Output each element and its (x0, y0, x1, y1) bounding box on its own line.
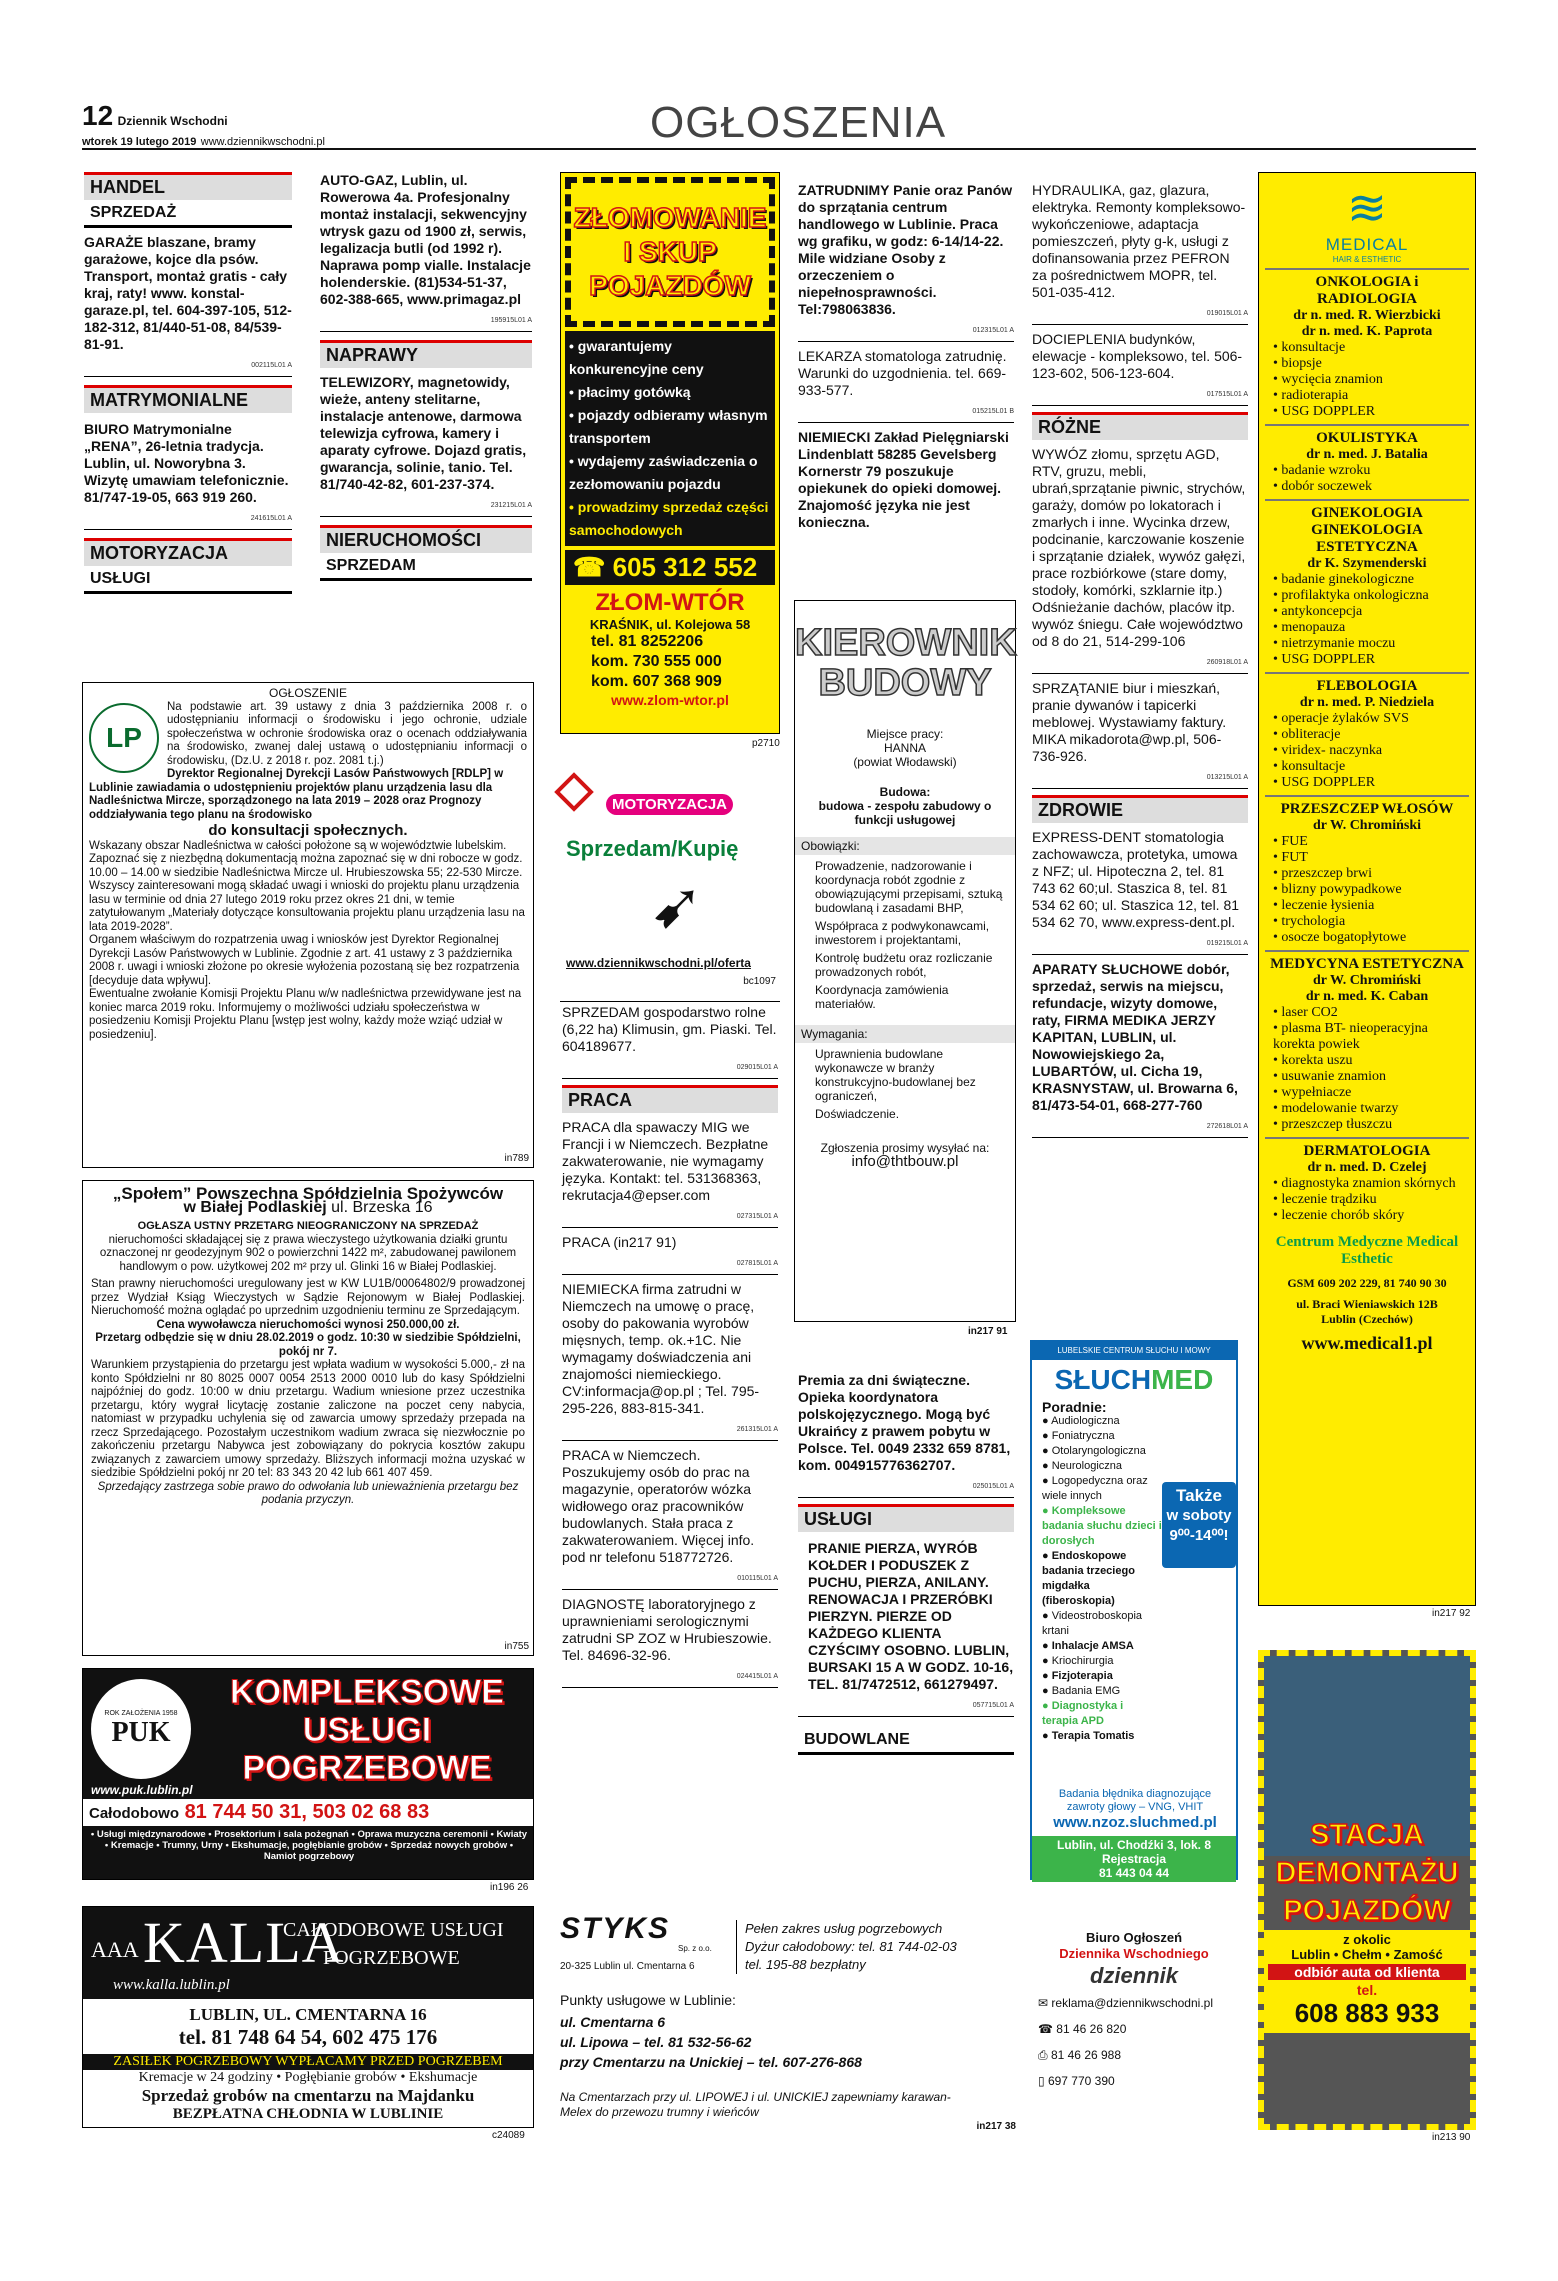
medical-doctor: dr W. Chromiński (1312, 818, 1422, 833)
medical-service: • diagnostyka znamion skórnych (1273, 1176, 1469, 1192)
medical-addr2: Lublin (Czechów) (1321, 1312, 1413, 1326)
email-icon: ✉ (1038, 1996, 1049, 2010)
spolem-p1: nieruchomości składającej się z prawa wieczystego użytkowania działki gruntu oznaczonej nr geodezyjnym 902 o powierzchni 1422 m², zabudowanej pawilonem handlowym o pow. użytkowej 202 m² przy ul. Glinki 16 w Białej Podlaskiej. (99, 1233, 517, 1273)
ad-wywoz: WYWÓZ złomu, sprzętu AGD, RTV, gruzu, mebli, ubrań,sprzątanie piwnic, strychów, garaży, domów po lokatorach i zmarłych i inne. Wycinka drzew, podcinanie, karczowanie koszenie i sprzątanie działek, wywóz gałęzi, prace rozbiórkowe (stare domy, stodoły, komórki, szklarnie itp.) Odśnieżanie dachów, placów itp. wywóz śniegu. Całe województwo od 8 do 21, 514-299-106 (1032, 446, 1246, 649)
medical-section-title: MEDYCYNA ESTETYCZNA (1270, 956, 1464, 972)
biuro-logo: dziennik (1089, 1963, 1178, 1988)
medical-service-list (1265, 1176, 1469, 1224)
lasy-p7: Organem właściwym do rozpatrzenia uwag i wniosków jest Dyrektor Regionalnej Dyrekcji Lasów Państwowych w Lublinie. Zgodnie z art. 41 ustawy z 3 października 2008 r. uwagi i wnioski złożone po okresie wyłożenia pozostaną się bez rozpatrzenia [decyduje data wpływu]. (89, 934, 520, 987)
zlom-features: • gwarantujemy konkurencyjne ceny • płacimy gotówką • pojazdy odbieramy własnym transportem • wydajemy zaświadczenia o zezłomowaniu pojazdu • prowadzimy sprzedaż części samochodowych (565, 331, 775, 546)
medical-section (1265, 424, 1469, 495)
zlom-name: ZŁOM-WTÓR (595, 589, 745, 616)
medical-service: • laser CO2 (1273, 1005, 1469, 1021)
medical-section-subtitle: GINEKOLOGIA ESTETYCZNA (1311, 522, 1423, 555)
spolem-date: Przetarg odbędzie się w dniu 28.02.2019 o godz. 10:30 w siedzibie Spółdzielni, pokój nr 7. (95, 1332, 521, 1358)
ad-code: 027315L01 A (562, 1208, 778, 1228)
kierownik-bud: budowa - zespołu zabudowy o funkcji usługowej (818, 799, 992, 827)
kierownik-headline: KIEROWNIK BUDOWY (795, 622, 1017, 704)
ad-code: 261315L01 A (562, 1421, 778, 1441)
ad-code: 027815L01 A (562, 1255, 778, 1275)
ad-pranie-pierza: PRANIE PIERZA, WYRÓB KOŁDER I PODUSZEK Z PUCHU, PIERZA, ANILANY. RENOWACJA I PRZERÓBKI PIERZYN. PIERZE OD KAŻDEGO KLIENTA CZYŚCIMY OSOBNO. LUBLIN, BURSAKI 15 A W GODZ. 10-16, TEL. 81/7472512, 661279497. (808, 1540, 1014, 1692)
medical-logo-icon: ≋ (1346, 182, 1388, 235)
sluchmed-logo: SŁUCHMED (1054, 1364, 1214, 1395)
medical-service: • radioterapia (1273, 388, 1469, 404)
medical-service: • USG DOPPLER (1273, 775, 1469, 791)
puk-logo-icon: ROK ZAŁOŻENIA 1958 PUK (91, 1679, 191, 1779)
spolem-heading: OGŁASZA USTNY PRZETARG NIEOGRANICZONY NA SPRZEDAŻ (137, 1220, 479, 1232)
medical-service: • wycięcia znamion (1273, 372, 1469, 388)
kierownik-wym-label: Wymagania: (795, 1025, 1015, 1043)
category-uslugi: USŁUGI (798, 1504, 1014, 1532)
medical-service: • przeszczep tłuszczu (1273, 1117, 1469, 1133)
medical-service: • biopsje (1273, 356, 1469, 372)
ad-niemiecka-firma: NIEMIECKA firma zatrudni w Niemczech na umowę o pracę, osoby do pakowania wyrobów mięsnych, temp. ok.+1C. Nie wymagamy doświadczenia ani znajomości niemieckiego. CV:informacja@op.pl ; Tel. 795-295-226, 883-815-341. (562, 1281, 760, 1416)
kalla-tag2: POGRZEBOWE (323, 1947, 460, 1969)
medical-section-title: FLEBOLOGIA (1316, 678, 1418, 694)
medical-addr1: ul. Braci Wieniawskich 12B (1296, 1297, 1438, 1311)
medical-service: • FUE (1273, 834, 1469, 850)
sluchmed-list: ● Audiologiczna ● Foniatryczna ● Otolaryngologiczna ● Neurologiczna ● Logopedyczna oraz wiele innych ● Kompleksowe badania słuchu dzieci i dorosłych ● Endoskopowe badania trzeciego migdałka (fiberoskopia) ● Videostroboskopia krtani ● Inhalacje AMSA ● Kriochirurgia ● Fizjoterapia ● Badania EMG ● Diagnostyka i terapia APD ● Terapia Tomatis (1042, 1415, 1162, 1742)
ad-code: 025015L01 A (798, 1478, 1014, 1498)
category-matrymonialne: MATRYMONIALNE (84, 385, 292, 413)
ad-telewizory: TELEWIZORY, magnetowidy, wieże, anteny stelitarne, instalacje antenowe, darmowa telewizja cyfrowa, kamery i aparaty cyfrowe. Dojazd gratis, gwarancja, solinie, tanio. Tel. 81/740-42-82, 601-237-374. (320, 374, 527, 492)
styks-sp: Sp. z o.o. (678, 1944, 712, 1953)
kalla-line1: Kremacje w 24 godziny • Pogłębianie grobów • Ekshumacje (138, 2070, 478, 2085)
ad-code: in755 (504, 1640, 529, 1652)
subcategory-budowlane: BUDOWLANE (798, 1727, 1014, 1755)
medical-logo: ≋ MEDICAL HAIR & ESTHETIC (1265, 183, 1469, 264)
medical-service: • leczenie trądziku (1273, 1192, 1469, 1208)
category-zdrowie: ZDROWIE (1032, 795, 1248, 823)
spolem-price: Cena wywoławcza nieruchomości wynosi 250.000,00 zł. (156, 1318, 460, 1331)
medical-centrum: Centrum Medyczne Medical Esthetic (1275, 1234, 1459, 1267)
kierownik-email[interactable]: info@thtbouw.pl (851, 1153, 959, 1170)
ad-aparaty-sluchowe: APARATY SŁUCHOWE dobór, sprzedaż, serwis na miejscu, refundacje, wizyty domowe, raty, FIRMA MEDIKA JERZY KAPITAN, LUBLIN, ul. Nowowiejskiego 2a, LUBARTÓW, ul. Cicha 19, KRASNYSTAW, ul. Browarna 6, 81/473-54-01, 668-277-760 (1032, 961, 1238, 1113)
biuro-subtitle: Dziennika Wschodniego (1059, 1946, 1209, 1961)
sluchmed-top: LUBELSKIE CENTRUM SŁUCHU I MOWY (1032, 1342, 1236, 1360)
ad-code: 272618L01 A (1032, 1118, 1248, 1138)
medical-doctor: dr n. med. J. Batalia (1306, 447, 1428, 462)
kalla-zasilek: ZASIŁEK POGRZEBOWY WYPŁACAMY PRZED POGRZEBEM (83, 2054, 533, 2070)
puk-website[interactable]: www.puk.lublin.pl (91, 1783, 193, 1797)
ad-code: 024415L01 A (562, 1668, 778, 1688)
medical-service: • USG DOPPLER (1273, 652, 1469, 668)
medical-service: • antykoncepcja (1273, 604, 1469, 620)
styks-address: 20-325 Lublin ul. Cmentarna 6 (560, 1961, 695, 1972)
column-4-lower (798, 1372, 1014, 1761)
medical-website[interactable]: www.medical1.pl (1301, 1333, 1433, 1353)
biuro-tel: 81 46 26 820 (1056, 2022, 1127, 2036)
ad-code: 017515L01 A (1032, 386, 1248, 406)
medical-service: • korekta uszu (1273, 1053, 1469, 1069)
styks-points: ul. Cmentarna 6 ul. Lipowa – tel. 81 532-56-62 przy Cmentarzu na Unickiej – tel. 607-276-868 (560, 2014, 862, 2070)
column-5 (1032, 182, 1248, 1144)
medical-service: • operacje żylaków SVS (1273, 711, 1469, 727)
ad-code: in217 91 (968, 1326, 1008, 1337)
ad-docieplenia: DOCIEPLENIA budynków, elewacje - kompleksowo, tel. 506-123-602, 506-123-604. (1032, 331, 1243, 381)
section-title: OGŁOSZENIA (650, 98, 947, 147)
medical-gsm: GSM 609 202 229, 81 740 90 30 (1287, 1276, 1447, 1290)
moto-sub: Sprzedam/Kupię (566, 836, 739, 861)
medical-service: • blizny powypadkowe (1273, 882, 1469, 898)
medical-service-list (1265, 463, 1469, 495)
kalla-phone: tel. 81 748 64 54, 602 475 176 (178, 2025, 438, 2049)
lasy-p8: Ewentualne zwołanie Komisji Projektu Planu w/w nadleśnictwa przewidywane jest na koniec marca 2019 roku. Informujemy o możliwości udziału społeczeństwa w posiedzeniu Komisji Projektu Planu [wstęp jest wolny, każdy może wziąć udział w posiedzeniu]. (89, 988, 522, 1041)
zlom-headline: ZŁOMOWANIE I SKUP POJAZDÓW (565, 177, 775, 327)
sluchmed-saturday: Także w soboty 9⁰⁰-14⁰⁰! (1162, 1482, 1236, 1568)
ad-code: 019015L01 A (1032, 305, 1248, 325)
kalla-aaa: AAA (91, 1937, 139, 1962)
kalla-line2: Sprzedaż grobów na cmentarzu na Majdanku (141, 2086, 475, 2105)
ad-code: 012315L01 A (798, 322, 1014, 342)
biuro-contacts (1030, 1990, 1238, 2094)
biuro-ogloszen (1030, 1930, 1238, 2130)
medical-service: • leczenie łysienia (1273, 898, 1469, 914)
spolem-p2: Stan prawny nieruchomości uregulowany jest w KW LU1B/00064802/9 prowadzonej przez Wydział Ksiąg Wieczystych w Sądzie Rejonowym w Białej Podlaskiej. Nieruchomość można oglądać po uprzednim uzgodnieniu terminu ze Sprzedającym. (91, 1278, 525, 1317)
medical-section-title: OKULISTYKA (1316, 430, 1418, 446)
medical-service: • osocze bogatopłytowe (1273, 930, 1469, 946)
issue-date: wtorek 19 lutego 2019 (82, 136, 197, 148)
stacja-headline: STACJA DEMONTAŻU POJAZDÓW (1275, 1819, 1459, 1927)
ad-sprzatanie: SPRZĄTANIE biur i mieszkań, pranie dywanów i tapicerki meblowej. Wystawiamy faktury. MIKA mikadorota@wp.pl, 506-736-926. (1032, 680, 1227, 764)
medical-service: • modelowanie twarzy (1273, 1101, 1469, 1117)
styks-logo: STYKS (560, 1912, 671, 1945)
sluchmed-poradnie: Poradnie: (1042, 1399, 1107, 1415)
lasy-title: OGŁOSZENIE (268, 686, 348, 700)
sluchmed-bottom: Badania błędnika diagnozujące zawroty głowy – VNG, VHIT (1058, 1788, 1212, 1813)
puk-headline: KOMPLEKSOWE USŁUGI POGRZEBOWE (230, 1673, 504, 1787)
kalla-tag1: CAŁODOBOWE USŁUGI (283, 1919, 504, 1941)
puk-ad (82, 1668, 534, 1880)
medical-section (1265, 499, 1469, 668)
lasy-p5: Zapoznać się z niezbędną dokumentacją można zapoznać się w dni robocze w godz. 10.00 – 14.00 w siedzibie Nadleśnictwa Mircze ul. Hrubieszowska 55; 22-530 Mircze. (89, 853, 523, 879)
kierownik-wym-list: Uprawnienia budowlane wykonawcze w branży konstrukcyjno-budowlanej bez ograniczeń, Doświadczenie. (815, 1047, 976, 1121)
medical-service: • leczenie chorób skóry (1273, 1208, 1469, 1224)
medical-doctor: dr K. Szymenderski (1307, 556, 1427, 571)
kalla-ad (82, 1906, 534, 2128)
zlom-phone: ☎ 605 312 552 (565, 550, 775, 585)
ad-code: 013215L01 A (1032, 769, 1248, 789)
medical-service-list (1265, 711, 1469, 791)
column-2 (320, 172, 532, 587)
zlom-wtor-ad (560, 172, 780, 734)
medical-section (1265, 950, 1469, 1133)
ad-biuro-matrymonialne: BIURO Matrymonialne „RENA”, 26-letnia tradycja. Lublin, ul. Noworybna 3. Wizytę umawiam telefonicznie. 81/747-19-05, 663 919 260. (84, 421, 289, 505)
biuro-email[interactable]: reklama@dziennikwschodni.pl (1051, 1996, 1213, 2010)
column-4 (798, 182, 1014, 535)
medical-service-list (1265, 834, 1469, 946)
spolem-city: w Białej Podlaskiej (183, 1198, 327, 1216)
biuro-fax: 81 46 26 988 (1050, 2048, 1122, 2062)
ad-express-dent: EXPRESS-DENT stomatologia zachowawcza, protetyka, umowa z NFZ; ul. Hipoteczna 2, tel. 81 743 62 60;ul. Staszica 8, tel. 81 534 62 60; ul. Staszica 12, tel. 81 534 62 70, www.express-dent.pl. (1032, 829, 1240, 930)
spolem-p6: Sprzedający zastrzega sobie prawo do odwołania lub unieważnienia przetargu bez podania przyczyn. (97, 1480, 519, 1506)
medical-service: • FUT (1273, 850, 1469, 866)
puk-services: • Usługi międzynarodowe • Prosektorium i sala pożegnań • Oprawa muzyczna ceremonii • Kwiaty • Kremacje • Trumny, Urny • Ekshumacje, pogłębianie grobów • Sprzedaż nowych grobów • Namiot pogrzebowy (90, 1829, 528, 1862)
kalla-line3: BEZPŁATNA CHŁODNIA W LUBLINIE (172, 2106, 444, 2122)
column-1 (84, 172, 292, 600)
lasy-p6: Wszyscy zainteresowani mogą składać uwagi i wnioski do projektu planu urządzenia lasu w terminie od dnia 27 lutego 2019 roku przez okres 21 dni, w temie zatytułowanym „Materiały dotyczące konsultowania projektu planu urządzenia lasu na lata 2019-2028”. (89, 880, 525, 933)
zlom-website[interactable]: www.zlom-wtor.pl (611, 692, 729, 708)
ad-code: in789 (504, 1152, 529, 1164)
ad-niemiecki-zaklad: NIEMIECKI Zakład Pielęgniarski Lindenblatt 58285 Gevelsberg Kornerstr 79 poszukuje opiekunek do opieki domowej. Znajomość języka nie jest konieczna. (798, 429, 1009, 530)
medical-service: • konsultacje (1273, 340, 1469, 356)
lasy-p2: Dyrektor Regionalnej Dyrekcji Lasów Państwowych [RDLP] w Lublinie zawiadamia o udostępnieniu projektów planu urządzenia lasu dla Nadleśnictwa Mircze, sporządzonego na lata 2019 – 2028 oraz Prognozy oddziaływania tego planu na środowisko (89, 768, 504, 821)
medical-doctor: dr W. Chromiński dr n. med. K. Caban (1305, 973, 1429, 1004)
kierownik-obow-label: Obowiązki: (795, 837, 1015, 855)
medical-service: • viridex- naczynka (1273, 743, 1469, 759)
ad-code: 010115L01 A (562, 1570, 778, 1590)
medical-sections (1265, 268, 1469, 1224)
medical-section (1265, 795, 1469, 946)
ad-diagnoste: DIAGNOSTĘ laboratoryjnego z uprawnieniami serologicznymi zatrudni SP ZOZ w Hrubieszowie. Tel. 84696-32-96. (562, 1596, 772, 1663)
category-handel: HANDEL (84, 172, 292, 200)
site-link[interactable]: www.dziennikwschodni.pl (200, 136, 325, 148)
ad-garaze: GARAŻE blaszane, bramy garażowe, kojce dla psów. Transport, montaż gratis - cały kraj, raty! www. konstal-garaze.pl, tel. 604-397-105, 512-182-312, 81/440-51-08, 84/539-81-91. (84, 234, 292, 352)
lasy-p4: Wskazany obszar Nadleśnictwa w całości położone są w województwie lubelskim. (89, 839, 507, 852)
medical-service: • profilaktyka onkologiczna (1273, 588, 1469, 604)
ad-code: bc1097 (743, 976, 776, 987)
styks-punkty: Punkty usługowe w Lublinie: (560, 1992, 736, 2008)
kierownik-obow-list: Prowadzenie, nadzorowanie i koordynacja robót zgodnie z obowiązującymi przepisami, sztuką budowlaną i zasadami BHP, Współpraca z podwykonawcami, inwestorem i projektantami, Kontrolę budżetu oraz rozliczanie prowadzonych robót, Koordynacja zamówienia materiałów. (815, 859, 1003, 1011)
lasy-logo-icon: LP (89, 703, 159, 773)
ad-lekarza: LEKARZA stomatologa zatrudnię. Warunki do uzgodnienia. tel. 669-933-577. (798, 348, 1007, 398)
medical-section-title: ONKOLOGIA i RADIOLOGIA (1315, 274, 1419, 307)
spolem-p5: Warunkiem przystąpienia do przetargu jest wpłata wadium w wysokości 5.000,- zł na konto Spółdzielni nr 80 8025 0007 0054 2513 2000 0010 lub do kasy Spółdzielni najpóźniej do godz. 10:00 w dniu przetargu. Wadium wniesione przez uczestnika przetargu, który wygrał licytację zostanie zaliczone na poczet ceny nabycia, natomiast w przypadku uchylenia się od zawarcia umowy sprzedaży przepada na rzecz Sprzedającego. Pozostałym uczestnikom wadium zwraca się niezwłocznie po zakończeniu przetargu Nabywca jest zobowiązany do pokrycia kosztów zakupu związanych z zawarciem umowy sprzedaży. Bliższych informacji można uzyskać w siedzibie Spółdzielni pokój nr 20 tel: 83 343 20 42 lub 661 407 459. (91, 1359, 525, 1479)
kierownik-place2: (powiat Włodawski) (853, 755, 957, 769)
kalla-website[interactable]: www.kalla.lublin.pl (113, 1977, 230, 1993)
medical-service-list (1265, 340, 1469, 420)
kierownik-place: HANNA (883, 741, 926, 755)
ad-praca-niemcy: PRACA w Niemczech. Poszukujemy osób do prac na magazynie, operatorów wózka widłowego oraz pracowników budowlanych. Stała praca z zakwaterowaniem. Więcej info. pod nr telefonu 518772726. (562, 1447, 755, 1565)
puk-phone: Całodobowo 81 744 50 31, 503 02 68 83 (83, 1799, 533, 1826)
lasy-announcement (82, 682, 534, 1168)
spolem-announcement (82, 1180, 534, 1656)
medical-section-title: GINEKOLOGIA (1311, 505, 1423, 521)
ad-code: in217 38 (976, 2121, 1016, 2132)
ad-code: 260918L01 A (1032, 654, 1248, 674)
subcategory-sprzedaz: SPRZEDAŻ (84, 200, 292, 228)
medical-section-title: PRZESZCZEP WŁOSÓW (1280, 801, 1454, 817)
motoryzacja-box (560, 764, 780, 1002)
page-number: 12 (82, 100, 114, 131)
medical-service: • przeszczep brwi (1273, 866, 1469, 882)
ad-hydraulika: HYDRAULIKA, gaz, glazura, elektryka. Remonty kompleksowo-wykończeniowe, adaptacja pomieszczeń, płyty g-k, usługi z dofinansowania przez PEFRON za pośrednictwem MOPR, tel. 501-035-412. (1032, 182, 1246, 300)
medical-section (1265, 1137, 1469, 1224)
biuro-gsm: 697 770 390 (1047, 2074, 1115, 2088)
page-header (82, 100, 325, 150)
ad-code: 002115L01 A (84, 357, 292, 377)
ad-code: in196 26 (490, 1882, 529, 1893)
column-3 (562, 1004, 778, 1694)
moto-website[interactable]: www.dziennikwschodni.pl/oferta (566, 956, 751, 970)
subcategory-uslugi: USŁUGI (84, 566, 292, 594)
medical-section (1265, 672, 1469, 791)
cursor-arrow-icon: ➹ (650, 869, 704, 941)
medical-service: • plasma BT- nieoperacyjna korekta powiek (1273, 1021, 1469, 1053)
medical-doctor: dr n. med. R. Wierzbicki dr n. med. K. Paprota (1293, 308, 1441, 339)
medical-service: • dobór soczewek (1273, 479, 1469, 495)
kierownik-zgl: Zgłoszenia prosimy wysyłać na: (820, 1141, 990, 1155)
ad-code: c24089 (492, 2130, 525, 2141)
kierownik-bud-label: Budowa: (879, 785, 931, 799)
ad-praca-2: PRACA (in217 91) (562, 1234, 677, 1250)
medical-service-list (1265, 1005, 1469, 1133)
ad-premia: Premia za dni świąteczne. Opieka koordynatora polskojęzycznego. Mogą być Ukraińcy z prawem pobytu w Polsce. Tel. 0049 2332 659 8781, kom. 004915776362707. (798, 1372, 1011, 1473)
warning-icon (554, 772, 594, 812)
zlom-phones: tel. 81 8252206 kom. 730 555 000 kom. 607 368 909 (591, 633, 722, 690)
medical-section-title: DERMATOLOGIA (1303, 1143, 1431, 1159)
medical-ad (1258, 172, 1476, 1606)
medical-service: • wypełniacze (1273, 1085, 1469, 1101)
kalla-name: KALLA (143, 1910, 345, 1975)
moto-label: MOTORYZACJA (606, 794, 733, 815)
biuro-title: Biuro Ogłoszeń (1085, 1930, 1183, 1945)
medical-service: • obliteracje (1273, 727, 1469, 743)
kierownik-place-label: Miejsce pracy: (866, 727, 944, 741)
medical-doctor: dr n. med. D. Czelej (1307, 1160, 1427, 1175)
stacja-ad (1258, 1650, 1476, 2130)
category-nieruchomosci: NIERUCHOMOŚCI (320, 525, 532, 553)
medical-section (1265, 268, 1469, 420)
spolem-title: „Społem” Powszechna Spółdzielnia Spożywców (112, 1184, 504, 1203)
ad-code: 195915L01 A (320, 312, 532, 332)
medical-service: • menopauza (1273, 620, 1469, 636)
kalla-address: LUBLIN, UL. CMENTARNA 16 (189, 2005, 427, 2024)
subcategory-sprzedam: SPRZEDAM (320, 553, 532, 581)
fax-icon: ⎙ (1038, 2048, 1048, 2062)
category-motoryzacja: MOTORYZACJA (84, 538, 292, 566)
ad-code: 015215L01 B (798, 403, 1014, 423)
category-naprawy: NAPRAWY (320, 340, 532, 368)
lasy-p1: Na podstawie art. 39 ustawy z dnia 3 października 2008 r. o udostępnianiu informacji o środowisku i jego ochronie, udziale społeczeństwa w ochronie środowiska oraz o ocenach oddziaływania na środowisko, zwanej dalej ustawą o udostępnianiu informacji o środowisku, (Dz.U. z 2018 r. poz. 2081 t.j.) (167, 700, 527, 767)
category-rozne: RÓŻNE (1032, 412, 1248, 440)
sluchmed-website[interactable]: www.nzoz.sluchmed.pl (1053, 1814, 1217, 1831)
medical-service-list (1265, 572, 1469, 668)
header-rule (82, 148, 1476, 150)
medical-service: • USG DOPPLER (1273, 404, 1469, 420)
styks-right: Pełen zakres usług pogrzebowych Dyżur całodobowy: tel. 81 744-02-03 tel. 195-88 bezpłatny (736, 1920, 957, 1974)
ad-praca-spawaczy: PRACA dla spawaczy MIG we Francji i w Niemczech. Bezpłatne zakwaterowanie, nie wymagamy języka. Kontakt: tel. 531368363, rekrutacja4@epser.com (562, 1119, 769, 1203)
medical-service: • usuwanie znamion (1273, 1069, 1469, 1085)
ad-code: in213 90 (1432, 2132, 1471, 2143)
ad-code: 019215L01 A (1032, 935, 1248, 955)
medical-service: • badanie ginekologiczne (1273, 572, 1469, 588)
sluchmed-ad (1030, 1340, 1238, 1880)
medical-service: • trychologia (1273, 914, 1469, 930)
kierownik-ad (794, 600, 1016, 1322)
styks-ad (560, 1912, 1020, 2132)
ad-zatrudnimy: ZATRUDNIMY Panie oraz Panów do sprzątania centrum handlowego w Lublinie. Praca wg grafiku, w godz: 6-14/14-22. Mile widziane Osoby z orzeczeniem o niepełnosprawności. Tel:798063836. (798, 182, 1013, 317)
medical-service: • nietrzymanie moczu (1273, 636, 1469, 652)
styks-note: Na Cmentarzach przy ul. LIPOWEJ i ul. UNICKIEJ zapewniamy karawan-Melex do przewozu trumny i wieńców (560, 2090, 951, 2119)
ad-code: 231215L01 A (320, 497, 532, 517)
sluchmed-contact: Lublin, ul. Chodźki 3, lok. 8 Rejestracja 81 443 04 44 (1032, 1836, 1236, 1882)
medical-service: • badanie wzroku (1273, 463, 1469, 479)
ad-code: in217 92 (1432, 1608, 1471, 1619)
phone-icon: ☎ (1038, 2022, 1053, 2036)
stacja-info: z okolic Lublin • Chełm • Zamość odbiór auta od klienta tel. 608 883 933 (1264, 1930, 1470, 2033)
ad-code: 029015L01 A (562, 1059, 778, 1079)
ad-code: 241615L01 A (84, 510, 292, 530)
medical-service: • konsultacje (1273, 759, 1469, 775)
mobile-icon: ▯ (1038, 2074, 1045, 2088)
zlom-address: KRAŚNIK, ul. Kolejowa 58 (589, 617, 751, 632)
lasy-p3: do konsultacji społecznych. (208, 822, 408, 839)
ad-sprzedam-gospodarstwo: SPRZEDAM gospodarstwo rolne (6,22 ha) Klimusin, gm. Piaski. Tel. 604189677. (562, 1004, 777, 1054)
ad-code: p2710 (752, 738, 780, 749)
ad-code: 057715L01 A (798, 1697, 1014, 1717)
spolem-street: ul. Brzeska 16 (331, 1198, 433, 1216)
ad-autogaz: AUTO-GAZ, Lublin, ul. Rowerowa 4a. Profesjonalny montaż instalacji, sekwencyjny wtrysk gazu od 1900 zł, serwis, legalizacja butli (od 1992 r). Naprawa pomp vialle. Instalacje holenderskie. (81)534-51-37, 602-388-665, www.primagaz.pl (320, 172, 531, 307)
category-praca: PRACA (562, 1085, 778, 1113)
medical-doctor: dr n. med. P. Niedziela (1299, 695, 1435, 710)
publication-name: Dziennik Wschodni (117, 114, 228, 128)
